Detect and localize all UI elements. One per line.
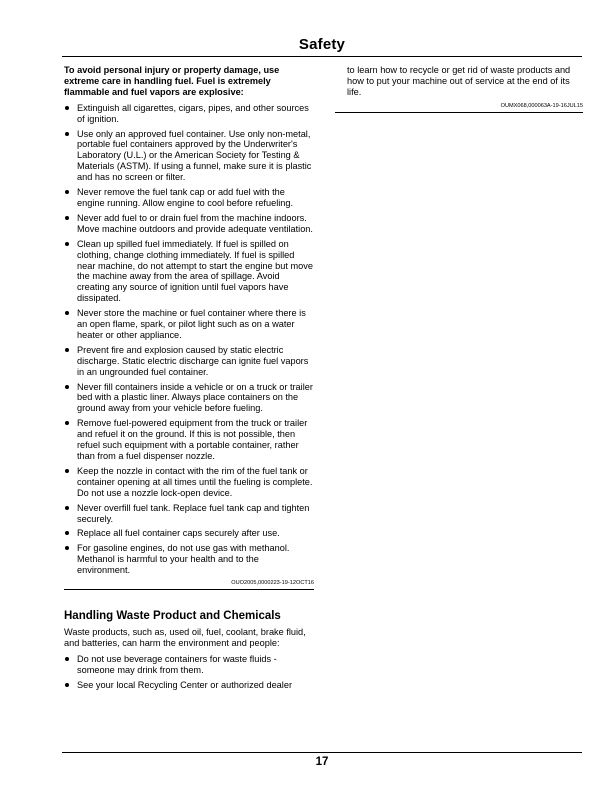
bullet-icon — [65, 216, 69, 220]
list-item-text: For gasoline engines, do not use gas with methanol. Methanol is harmful to your health and to the environment. — [77, 543, 290, 576]
waste-list — [64, 654, 314, 691]
list-item — [64, 213, 314, 235]
bullet-icon — [65, 506, 69, 510]
waste-continuation: to learn how to recycle or get rid of waste products and how to put your machine out of service at the end of its life. — [347, 65, 571, 97]
bullet-icon — [65, 242, 69, 246]
bullet-icon — [65, 469, 69, 473]
list-item-text: Never store the machine or fuel container where there is an open flame, spark, or pilot light such as on a water heater or other appliance. — [77, 308, 306, 340]
bullet-icon — [65, 657, 69, 661]
list-item — [64, 418, 314, 462]
list-item-text: Do not use beverage containers for waste fluids - someone may drink from them. — [77, 653, 277, 675]
fuel-safety-list — [64, 103, 314, 576]
list-item — [64, 680, 314, 691]
bullet-icon — [65, 531, 69, 535]
waste-reference-code: OUMX068,000063A-19-16JUL15 — [335, 103, 583, 113]
waste-intro: Waste products, such as, used oil, fuel, coolant, brake fluid, and batteries, can harm the environment and people: — [64, 627, 306, 648]
bullet-icon — [65, 311, 69, 315]
footer-divider — [62, 752, 582, 753]
title-divider — [62, 56, 582, 57]
waste-section-heading: Handling Waste Product and Chemicals — [64, 610, 281, 623]
bullet-icon — [65, 683, 69, 687]
fuel-reference-code: OUO2005,0000223-19-12OCT16 — [64, 580, 314, 590]
list-item — [64, 239, 314, 304]
page-title: Safety — [298, 36, 346, 53]
list-item-text: Never add fuel to or drain fuel from the machine indoors. Move machine outdoors and provide adequate ventilation. — [77, 212, 313, 234]
bullet-icon — [65, 546, 69, 550]
list-item-text: Keep the nozzle in contact with the rim of the fuel tank or container opening at all times until the fueling is complete. Do not use a nozzle lock-open device. — [77, 465, 313, 498]
list-item — [64, 345, 314, 378]
list-item — [64, 466, 314, 499]
list-item — [64, 543, 314, 576]
bullet-icon — [65, 348, 69, 352]
list-item-text: Never fill containers inside a vehicle or on a truck or trailer bed with a plastic liner. Always place containers on the ground away from your vehicle before fueling. — [77, 381, 313, 414]
list-item-text: See your local Recycling Center or authorized dealer — [77, 679, 293, 690]
list-item — [64, 187, 314, 209]
list-item-text: Use only an approved fuel container. Use only non-metal, portable fuel containers approved by the Underwriter's Laboratory (U.L.) or the American Society for Testing & Materials (ASTM). If using a funnel, make sure it is plastic and has no screen or filter. — [77, 128, 312, 183]
bullet-icon — [65, 132, 69, 136]
list-item-text: Remove fuel-powered equipment from the truck or trailer and refuel it on the ground. If this is not possible, then refuel such equipment with a portable container, rather than from a fuel dispenser nozzle. — [77, 418, 308, 461]
bullet-icon — [65, 385, 69, 389]
section-spacer — [64, 590, 314, 610]
list-item-text: Never remove the fuel tank cap or add fuel with the engine running. Allow engine to cool before refueling. — [77, 187, 294, 208]
list-item — [64, 528, 314, 539]
list-item — [64, 654, 314, 676]
list-item-text: Replace all fuel container caps securely after use. — [77, 528, 280, 539]
fuel-warning-intro: To avoid personal injury or property damage, use extreme care in handling fuel. Fuel is extremely flammable and fuel vapors are explosive: — [64, 65, 280, 97]
list-item — [64, 503, 314, 525]
list-item-text: Prevent fire and explosion caused by static electric discharge. Static electric discharge can ignite fuel vapors in an ungrounded fuel container. — [77, 344, 309, 377]
list-item-text: Never overfill fuel tank. Replace fuel tank cap and tighten securely. — [77, 502, 310, 524]
bullet-icon — [65, 421, 69, 425]
right-column — [335, 65, 583, 113]
list-item — [64, 308, 314, 341]
left-column — [64, 65, 314, 695]
bullet-icon — [65, 106, 69, 110]
page-number: 17 — [315, 756, 329, 768]
list-item — [64, 103, 314, 125]
bullet-icon — [65, 190, 69, 194]
list-item-text: Clean up spilled fuel immediately. If fuel is spilled on clothing, change clothing immediately. If fuel is spilled near machine, do not attempt to start the engine but move the machine away from the area of spillage. Avoid creating any source of ignition until fuel vapors have dissipated. — [77, 238, 313, 304]
list-item — [64, 129, 314, 184]
list-item — [64, 382, 314, 415]
list-item-text: Extinguish all cigarettes, cigars, pipes, and other sources of ignition. — [77, 102, 309, 124]
